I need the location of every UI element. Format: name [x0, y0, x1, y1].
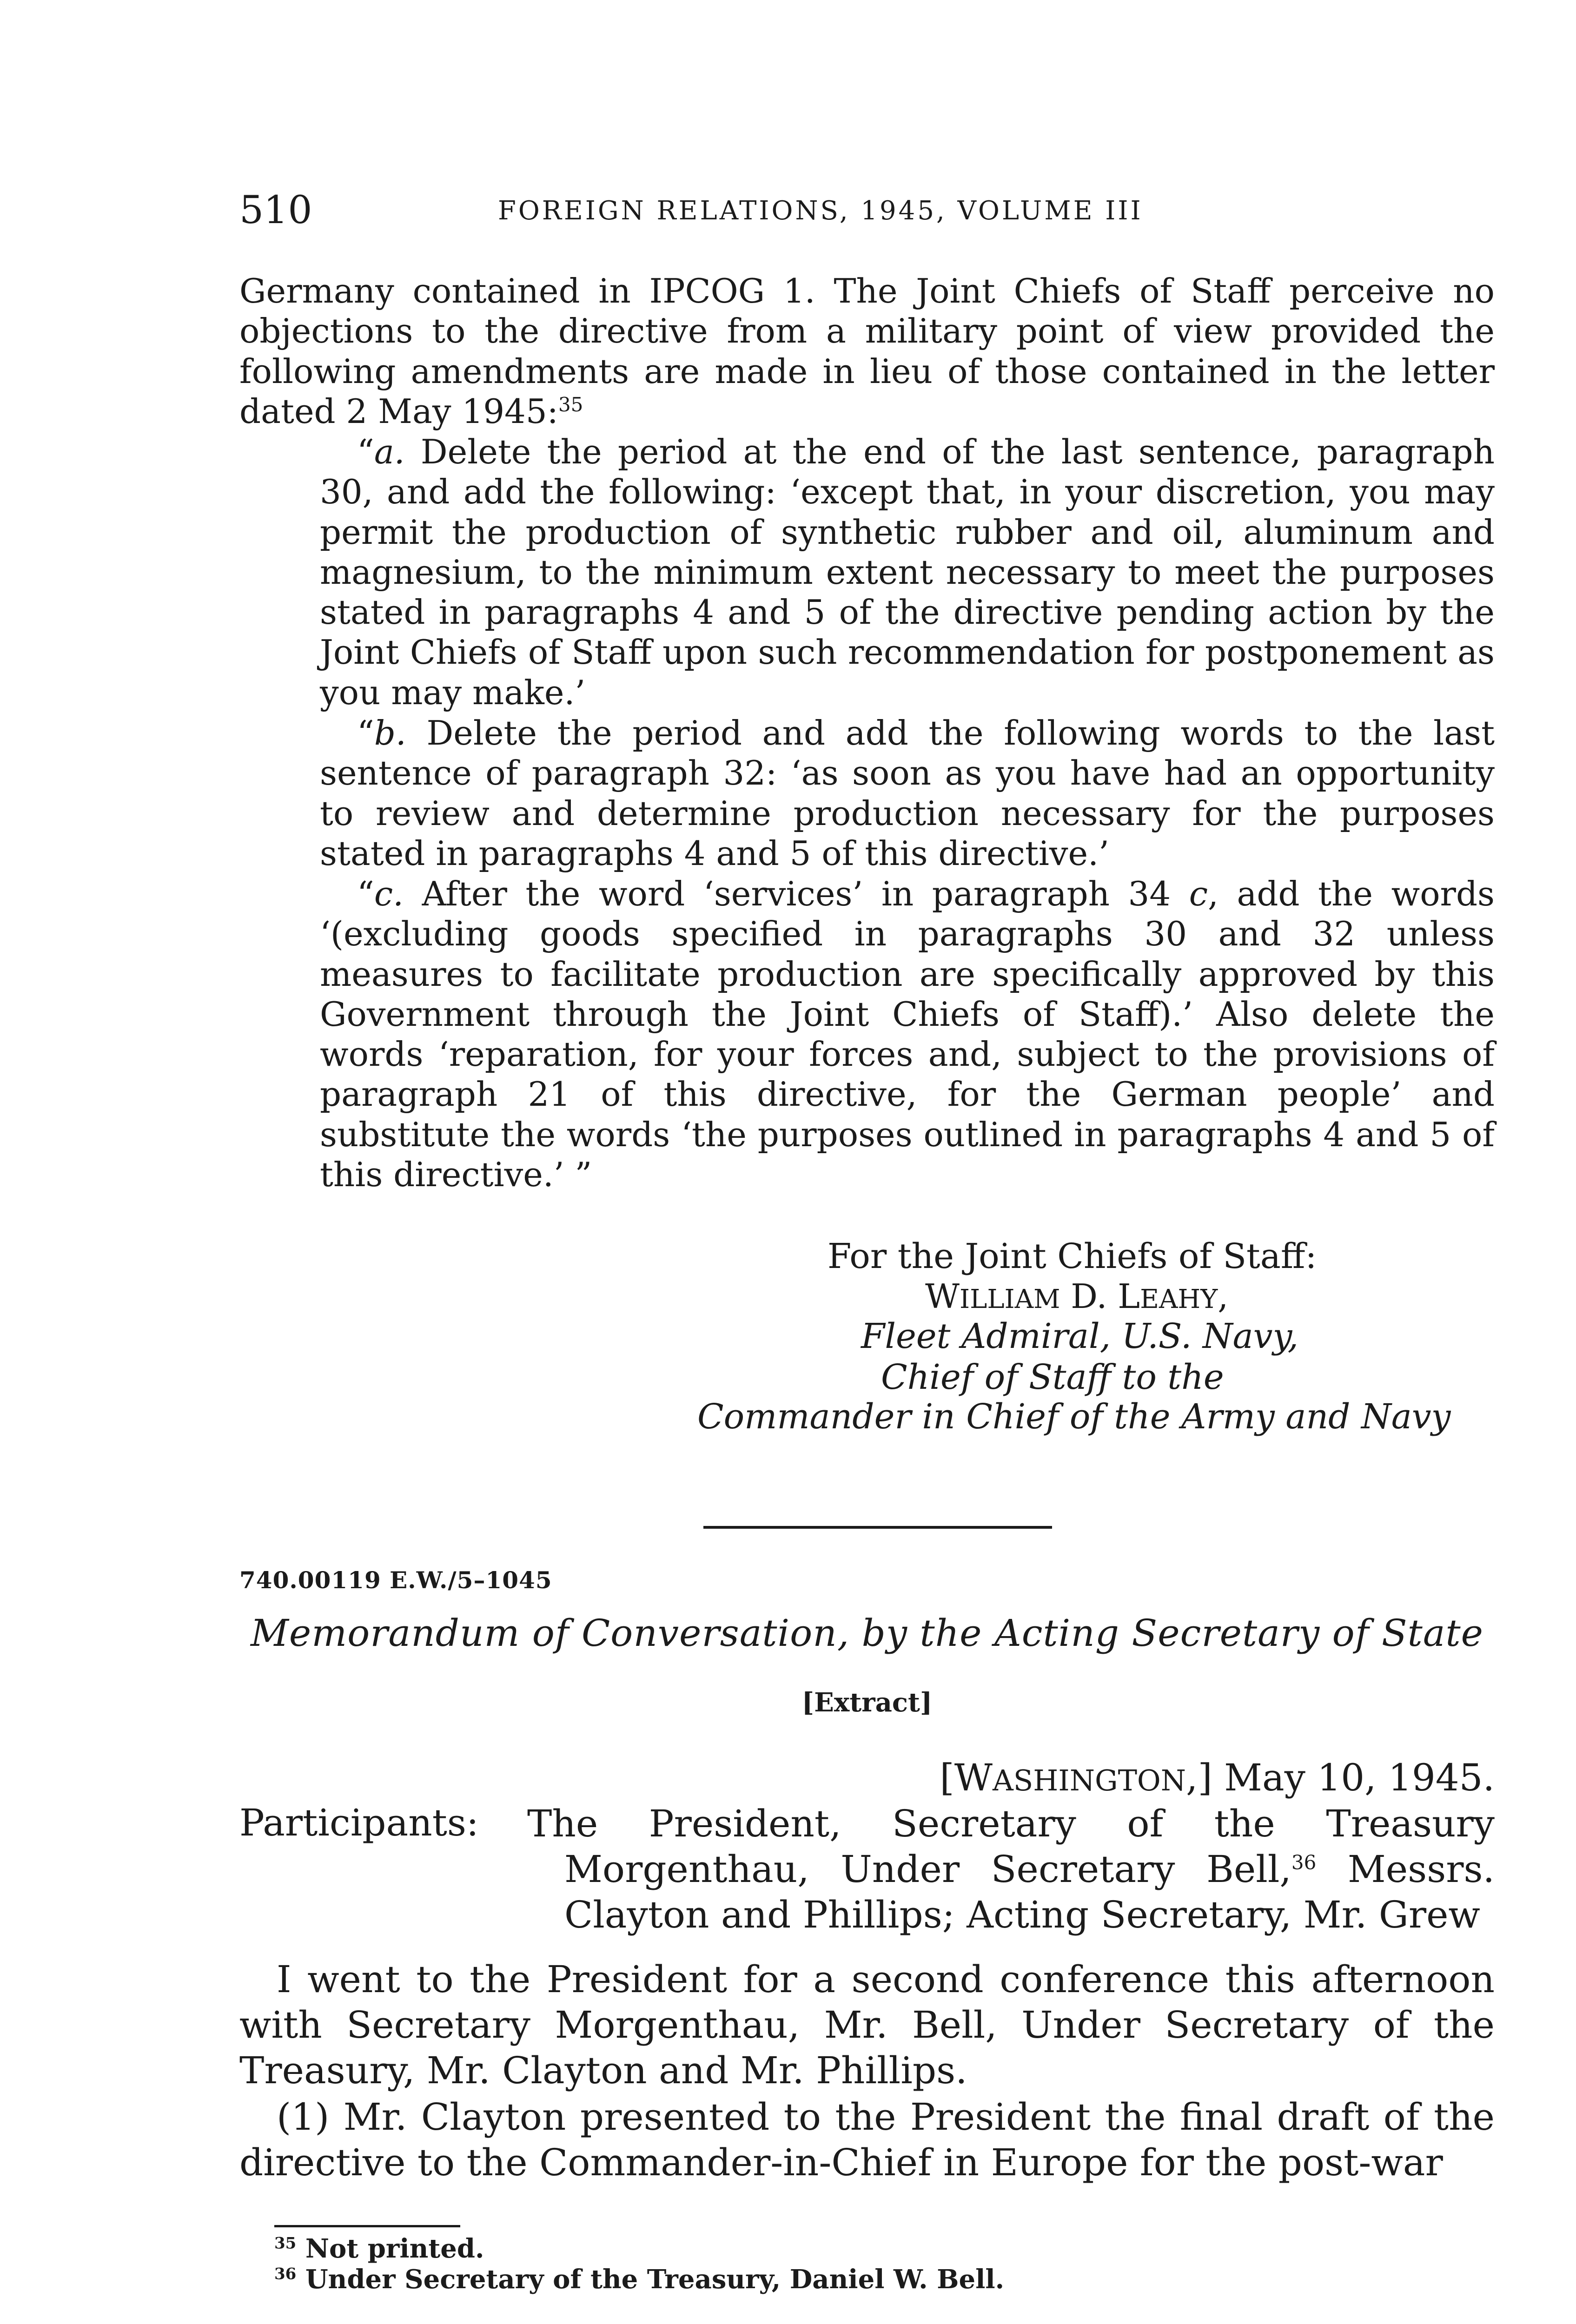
amendment-label: c. [374, 874, 404, 913]
amendment-label: b. [374, 713, 406, 753]
extract-tag: [Extract] [801, 1687, 933, 1718]
amendment-text: Delete the period and add the following words to the last sentence of paragraph 32: ‘as soon as you have had an opportunity to review and determine production necessary for the purposes stated in paragraphs 4 and 5 of this directive.’ [320, 713, 1495, 873]
amendment-open-quote: “ [357, 432, 374, 471]
amendment-label: a. [374, 432, 405, 471]
amendment-text: , add the words ‘(excluding goods specified in paragraphs 30 and 32 unless measures to facilitate production are specifically approved by this Government through the Joint Chiefs of Staff).’ Also delete the words ‘reparation, for your forces and, subject to the provisions of paragraph 21 of this directive, for the German people’ and substitute the words ‘the purposes outlined in paragraphs 4 and 5 of this directive.’ ” [320, 874, 1495, 1195]
amendment-open-quote: “ [357, 874, 374, 913]
footnote-ref-35[interactable]: 35 [558, 393, 583, 416]
footnote-35 [274, 2233, 1495, 2264]
signature-for-line: For the Joint Chiefs of Staff: [828, 1236, 1317, 1276]
amendment-open-quote: “ [357, 713, 374, 753]
letter-intro-text: Germany contained in IPCOG 1. The Joint Chiefs of Staff perceive no objections to the directive from a military point of view provided the following amendments are made in lieu of those contained in the letter dated 2 May 1945: [239, 271, 1495, 431]
running-head [239, 188, 1495, 230]
footnote-number: 36 [274, 2265, 297, 2284]
participants-list: The President, Secretary of the Treasury Morgenthau, Under Secretary Bell,$^{36}$ Messrs. Clayton and Phillips; Acting Secretary, Mr. Grew [527, 1802, 1495, 1936]
document-heading: Memorandum of Conversation, by the Acting Secretary of State [250, 1611, 1484, 1655]
signatory-title-line: Commander in Chief of the Army and Navy [697, 1397, 1451, 1437]
footnote-36 [274, 2264, 1495, 2295]
signatory-title-line: Chief of Staff to the [881, 1357, 1224, 1397]
letter-intro-paragraph [239, 271, 1495, 431]
section-divider [703, 1526, 1052, 1529]
amendment-c [320, 874, 1495, 1195]
amendment-a [320, 432, 1495, 713]
signatory-name: WILLIAM D. LEAHY, [925, 1277, 1229, 1316]
page-number: 510 [239, 188, 312, 232]
memo-paragraph-1: I went to the President for a second conference this afternoon with Secretary Morgenthau, Mr. Bell, Under Secretary of the Treasury, Mr. Clayton and Mr. Phillips. [239, 1958, 1495, 2092]
footnotes [274, 2233, 1495, 2295]
signatory-title-line: Fleet Admiral, U.S. Navy, [861, 1316, 1299, 1356]
memo-paragraph-2: (1) Mr. Clayton presented to the President the final draft of the directive to the Commander-in-Chief in Europe for the post-war [239, 2095, 1495, 2184]
amendment-b [320, 713, 1495, 873]
subparagraph-ref: c [1189, 874, 1208, 913]
file-number: 740.00119 E.W./5–1045 [239, 1566, 552, 1594]
footnote-text: Under Secretary of the Treasury, Daniel W. Bell. [296, 2264, 1005, 2295]
running-title: FOREIGN RELATIONS, 1945, VOLUME III [498, 196, 1143, 226]
footnote-text: Not printed. [296, 2233, 484, 2264]
footnote-ref-36[interactable]: 36 [1291, 1851, 1317, 1874]
amendment-text: After the word ‘services’ in paragraph 34 [404, 874, 1189, 913]
dateline: [WASHINGTON,] May 10, 1945. [940, 1756, 1495, 1799]
amendment-text: Delete the period at the end of the last sentence, paragraph 30, and add the following: ‘except that, in your discretion, you may permit the production of synthetic rubber and oil, aluminum and magnesium, to the minimum extent necessary to meet the purposes stated in paragraphs 4 and 5 of the directive pending action by the Joint Chiefs of Staff upon such recommendation for postponement as you may make.’ [320, 432, 1495, 712]
footnote-divider [274, 2225, 460, 2227]
participants-label: Participants: [239, 1801, 479, 1844]
footnote-number: 35 [274, 2234, 297, 2253]
